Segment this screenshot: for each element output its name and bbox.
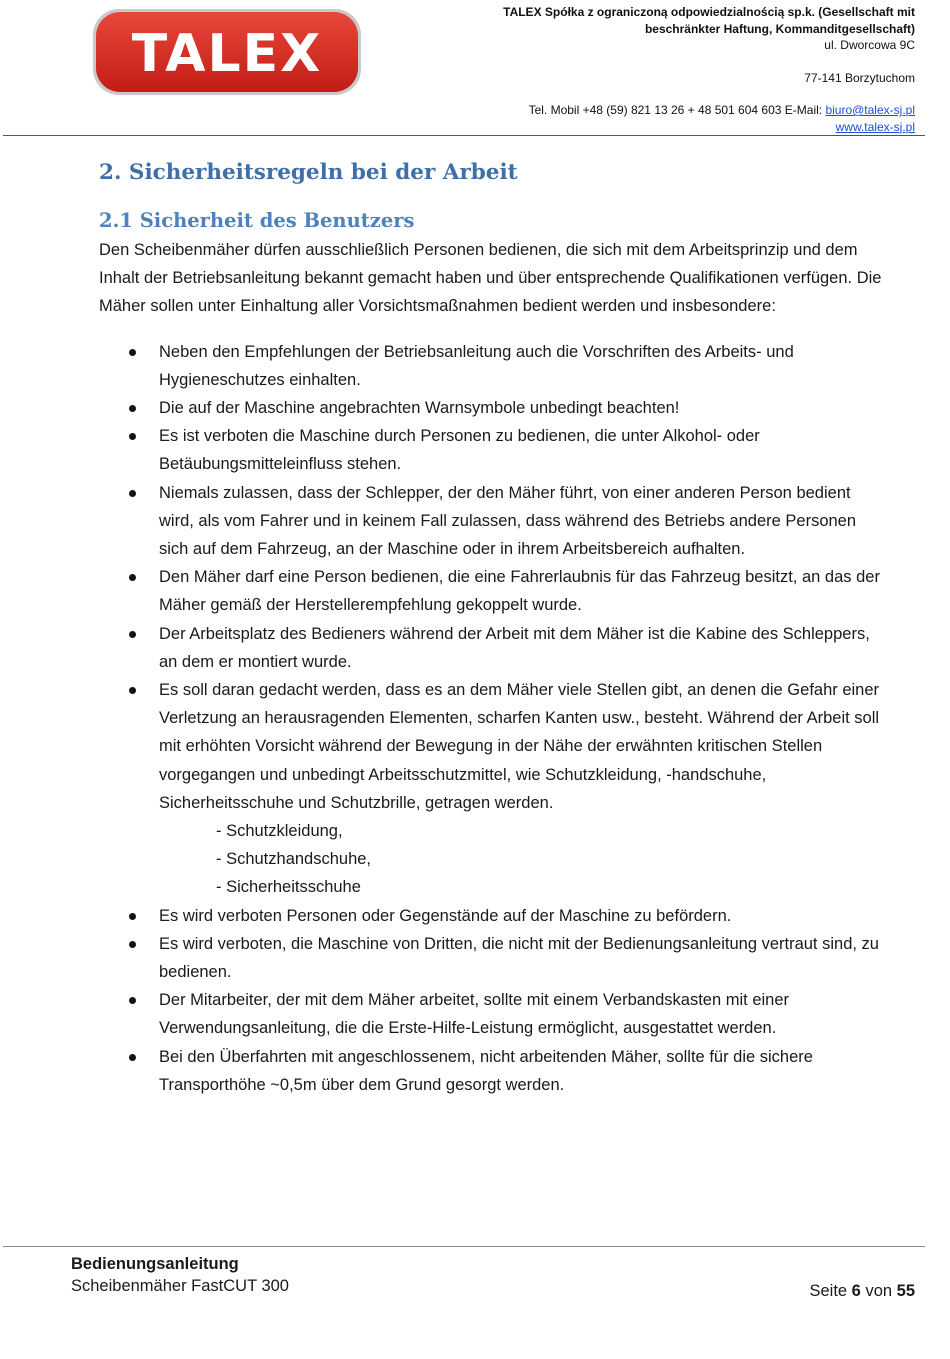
- subsection-title: 2.1 Sicherheit des Benutzers: [99, 209, 415, 232]
- bullet-icon: [129, 490, 136, 497]
- bullet-icon: [129, 941, 136, 948]
- bullet-icon: [129, 913, 136, 920]
- bullet-icon: [129, 631, 136, 638]
- bullet-icon: [129, 997, 136, 1004]
- protective-gear-item: - Schutzkleidung,: [216, 822, 343, 841]
- bullet-icon: [129, 687, 136, 694]
- contact-phone: Tel. Mobil +48 (59) 821 13 26 + 48 501 604 603 E-Mail:: [528, 103, 826, 117]
- list-item: Es ist verboten die Maschine durch Personen zu bedienen, die unter Alkohol- oder Betäubungsmitteleinfluss stehen.: [99, 422, 889, 478]
- protective-gear-item: - Schutzhandschuhe,: [216, 850, 372, 869]
- list-item: Den Mäher darf eine Person bedienen, die eine Fahrerlaubnis für das Fahrzeug besitzt, an das der Mäher gemäß der Herstellerempfehlung gekoppelt wurde.: [99, 563, 889, 619]
- contact-line: [455, 102, 915, 119]
- email-link[interactable]: biuro@talex-sj.pl: [825, 103, 915, 117]
- list-item: Bei den Überfahrten mit angeschlossenem, nicht arbeitenden Mäher, sollte für die sichere Transporthöhe ~0,5m über dem Grund gesorgt werden.: [99, 1043, 889, 1099]
- footer-document-info: [71, 1253, 289, 1297]
- bullet-icon: [129, 433, 136, 440]
- company-name-line2: beschränkter Haftung, Kommanditgesellschaft): [644, 21, 915, 36]
- footer-divider: [3, 1246, 925, 1247]
- bullet-icon: [129, 349, 136, 356]
- list-item: Der Arbeitsplatz des Bedieners während der Arbeit mit dem Mäher ist die Kabine des Schleppers, an dem er montiert wurde.: [99, 620, 889, 676]
- list-item: Neben den Empfehlungen der Betriebsanleitung auch die Vorschriften des Arbeits- und Hygieneschutzes einhalten.: [99, 338, 889, 394]
- bullet-icon: [129, 1054, 136, 1061]
- safety-rules-list: [99, 338, 889, 1099]
- bullet-icon: [129, 574, 136, 581]
- header-divider: [3, 135, 925, 136]
- protective-gear-item: - Sicherheitsschuhe: [216, 878, 361, 897]
- page-current: 6: [851, 1282, 861, 1300]
- talex-logo: [92, 8, 362, 96]
- address-city: 77-141 Borzytuchom: [804, 70, 915, 85]
- website-link[interactable]: www.talex-sj.pl: [835, 119, 915, 134]
- list-item: Es soll daran gedacht werden, dass es an dem Mäher viele Stellen gibt, an denen die Gefahr einer Verletzung an herausragenden Elementen, scharfen Kanten usw., besteht. Während der Arbeit soll mit erhöhten Vorsicht während der Bewegung in der Nähe der erwähnten kritischen Stellen vorgegangen und unbedingt Arbeitsschutzmittel, wie Schutzkleidung, -handschuhe, Sicherheitsschuhe und Schutzbrille, getragen werden. - Schutzkleidung, - Schutzhandschuhe, - Sicherheitsschuhe: [99, 676, 889, 902]
- list-item: Es wird verboten, die Maschine von Dritten, die nicht mit der Bedienungsanleitung vertraut sind, zu bedienen.: [99, 930, 889, 986]
- intro-paragraph: Den Scheibenmäher dürfen ausschließlich Personen bedienen, die sich mit dem Arbeitsprinzip und dem Inhalt der Betriebsanleitung bekannt gemacht haben und über entsprechende Qualifikationen verfügen. Die Mäher sollen unter Einhaltung aller Vorsichtsmaßnahmen bedient werden und insbesondere:: [99, 241, 882, 316]
- bullet-icon: [129, 405, 136, 412]
- section-title: 2. Sicherheitsregeln bei der Arbeit: [99, 160, 518, 185]
- company-address-block: [455, 4, 915, 135]
- page-number: Seite 6 von 55: [809, 1282, 915, 1300]
- list-item: Der Mitarbeiter, der mit dem Mäher arbeitet, sollte mit einem Verbandskasten mit einer Verwendungsanleitung, die die Erste-Hilfe-Leistung ermöglicht, ausgestattet werden.: [99, 986, 889, 1042]
- page-total: 55: [896, 1282, 915, 1300]
- footer-doc-type: Bedienungsanleitung: [71, 1255, 239, 1273]
- address-street: ul. Dworcowa 9C: [824, 38, 915, 52]
- list-item: Niemals zulassen, dass der Schlepper, der den Mäher führt, von einer anderen Person bedient wird, als vom Fahrer und in keinem Fall zulassen, dass während des Betriebs andere Personen sich auf dem Fahrzeug, an der Maschine oder in ihrem Arbeitsbereich aufhalten.: [99, 479, 889, 564]
- main-content: [99, 156, 889, 1099]
- logo-text: TALEX: [131, 24, 323, 84]
- footer-product: Scheibenmäher FastCUT 300: [71, 1277, 289, 1295]
- company-name-line1: TALEX Spółka z ograniczoną odpowiedzialnością sp.k. (Gesellschaft mit: [503, 5, 915, 19]
- list-item: Die auf der Maschine angebrachten Warnsymbole unbedingt beachten!: [99, 394, 889, 422]
- list-item: Es wird verboten Personen oder Gegenstände auf der Maschine zu befördern.: [99, 902, 889, 930]
